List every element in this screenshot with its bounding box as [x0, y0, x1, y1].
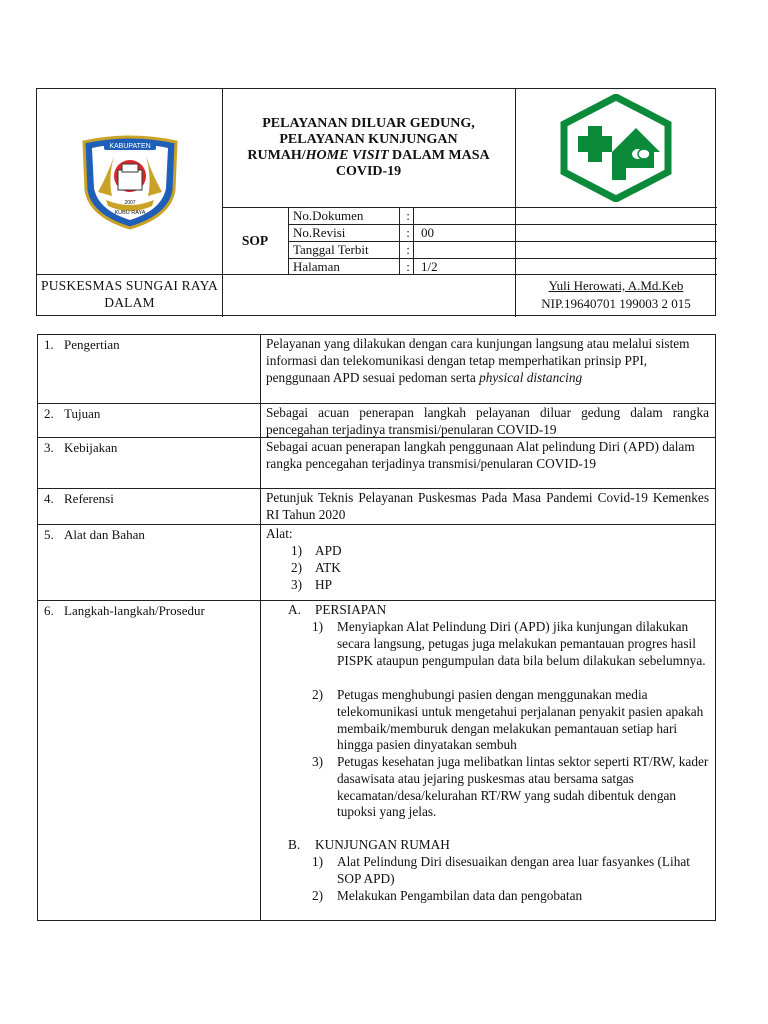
list-text: HP — [315, 577, 332, 592]
row-label-text: Kebijakan — [64, 440, 118, 455]
puskesmas-name: PUSKESMAS SUNGAI RAYA DALAM — [41, 278, 218, 310]
table-row-prosedur — [38, 600, 715, 920]
row-number: 5. — [44, 527, 54, 542]
title-part-2: HOME VISIT — [305, 148, 389, 163]
list-item — [291, 577, 332, 594]
step-number: 1) — [312, 854, 324, 869]
step-text: Petugas menghubungi pasien dengan menggunakan media telekomunikasi untuk mengetahui perjalanan penyakit pasien apakah membaik/memburuk dengan melakukan pemantauan setiap hari hingga pasien dinyatakan sembuh — [337, 687, 704, 753]
signer-nip: NIP.19640701 199003 2 015 — [541, 296, 691, 312]
step-text: Alat Pelindung Diri disesuaikan dengan area luar fasyankes (Lihat SOP APD) — [337, 854, 690, 886]
meta-key: No.Revisi — [293, 225, 346, 240]
row-label — [44, 491, 256, 507]
signer-name: Yuli Herowati, A.Md.Keb — [548, 278, 684, 293]
row-content-text: Petunjuk Teknis Pelayanan Puskesmas Pada Masa Pandemi Covid-19 Kemenkes RI Tahun 2020 — [266, 490, 709, 522]
row-label-text: Langkah-langkah/Prosedur — [64, 603, 205, 618]
row-content-text: Sebagai acuan penerapan langkah penggunaan Alat pelindung Diri (APD) dalam rangka pencegahan terjadinya transmisi/penularan COVID-19 — [266, 439, 695, 471]
meta-colon: : — [406, 225, 410, 240]
title-part-1: PELAYANAN DILUAR GEDUNG, PELAYANAN KUNJUNGAN RUMAH/ — [247, 115, 475, 163]
procedure-step — [312, 854, 712, 888]
row-content-text: Pelayanan yang dilakukan dengan cara kunjungan langsung atau melalui sistem informasi dan telekomunikasi dengan tetap memperhatikan prinsip PPI, penggunaan APD sesuai pedoman serta — [266, 336, 690, 385]
row-content-text: Alat: — [266, 526, 293, 541]
kabupaten-logo-cell — [37, 89, 222, 274]
table-row-tujuan — [38, 403, 715, 438]
table-row-kebijakan — [38, 437, 715, 489]
row-number: 1. — [44, 337, 54, 352]
signature-block — [515, 274, 717, 317]
row-number: 6. — [44, 603, 54, 618]
row-label-text: Alat dan Bahan — [64, 527, 145, 542]
row-label-text: Pengertian — [64, 337, 120, 352]
procedure-step — [312, 687, 712, 754]
meta-colon: : — [406, 208, 410, 223]
meta-row-halaman — [288, 258, 717, 275]
meta-key: Halaman — [293, 259, 340, 274]
meta-key: No.Dokumen — [293, 208, 364, 223]
list-item — [291, 560, 341, 577]
row-label — [44, 406, 256, 422]
row-number: 2. — [44, 406, 54, 421]
step-text: Petugas kesehatan juga melibatkan lintas sektor seperti RT/RW, kader dasawisata atau jejaring puskesmas atau bersama satgas kecamatan/desa/kelurahan RT/RW yang sudah dibentuk dengan tupoksi yang jelas. — [337, 754, 709, 820]
step-number: 2) — [312, 687, 324, 702]
section-heading-persiapan — [288, 602, 386, 619]
table-row-pengertian — [38, 335, 715, 404]
title-part-3: DALAM MASA COVID-19 — [335, 148, 490, 180]
step-number: 2) — [312, 888, 324, 903]
meta-value: 00 — [421, 225, 434, 240]
procedure-step — [312, 888, 712, 905]
sop-label: SOP — [241, 232, 269, 248]
emblem-top-text: KABUPATEN — [108, 142, 151, 150]
section-title: PERSIAPAN — [315, 602, 387, 617]
row-content-italic: physical distancing — [479, 369, 583, 385]
row-label — [44, 603, 256, 619]
row-label — [44, 440, 256, 456]
sop-header — [36, 88, 716, 316]
table-row-alat-dan-bahan — [38, 524, 715, 601]
meta-colon: : — [406, 259, 410, 274]
table-row-referensi — [38, 488, 715, 524]
procedure-step — [312, 754, 712, 821]
procedure-table — [37, 334, 716, 921]
step-text: Menyiapkan Alat Pelindung Diri (APD) jika kunjungan dilakukan secara langsung, petugas juga melakukan pemantauan progres hasil PISPK ataupun pengumpulan data bila belum dilakukan sebelumnya. — [337, 619, 706, 668]
emblem-year: 2007 — [123, 199, 136, 206]
section-title: KUNJUNGAN RUMAH — [315, 837, 450, 852]
meta-row-no-revisi — [288, 224, 717, 241]
step-text: Melakukan Pengambilan data dan pengobatan — [337, 888, 583, 903]
section-heading-kunjungan-rumah — [288, 837, 450, 854]
row-number: 3. — [44, 440, 54, 455]
list-text: ATK — [315, 560, 341, 575]
list-number: 2) — [291, 560, 303, 575]
step-number: 3) — [312, 754, 324, 769]
meta-row-no-dokumen — [288, 207, 717, 224]
list-text: APD — [315, 543, 342, 558]
row-content-text: Sebagai acuan penerapan langkah pelayanan diluar gedung dalam rangka pencegahan terjadinya transmisi/penularan COVID-19 — [266, 405, 709, 437]
procedure-step — [312, 619, 712, 669]
row-number: 4. — [44, 491, 54, 506]
list-item — [291, 543, 342, 560]
list-number: 3) — [291, 577, 303, 592]
row-label-text: Tujuan — [64, 406, 101, 421]
kabupaten-emblem-icon — [78, 134, 182, 230]
document-title — [222, 89, 515, 207]
row-label-text: Referensi — [64, 491, 114, 506]
emblem-motto: KUBU RAYA — [114, 209, 145, 216]
puskesmas-logo-cell — [515, 89, 717, 207]
meta-value: 1/2 — [421, 259, 438, 274]
section-letter: A. — [288, 602, 301, 617]
section-letter: B. — [288, 837, 301, 852]
meta-row-tanggal-terbit — [288, 241, 717, 258]
row-content — [266, 336, 709, 386]
step-number: 1) — [312, 619, 324, 634]
meta-colon: : — [406, 242, 410, 257]
list-number: 1) — [291, 543, 303, 558]
row-label — [44, 337, 256, 353]
puskesmas-logo-icon — [556, 94, 676, 202]
row-label — [44, 527, 256, 543]
meta-key: Tanggal Terbit — [293, 242, 369, 257]
